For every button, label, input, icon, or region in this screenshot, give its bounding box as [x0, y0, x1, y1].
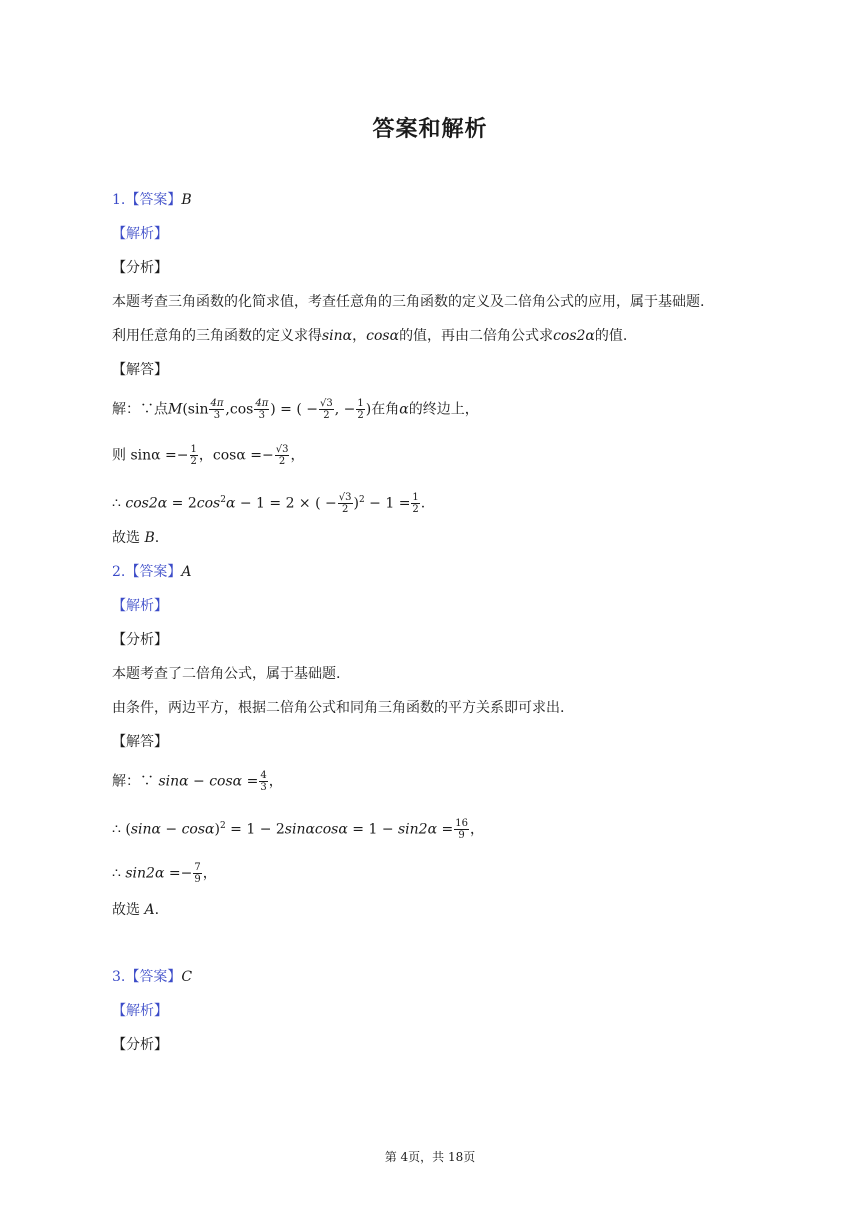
q1-choose: [112, 528, 159, 548]
q1-sol3-d: cos: [196, 495, 221, 512]
fraction-7-9: $\frac{7}{9}$: [194, 862, 201, 885]
q1-sol3-f: − 1 = 2 × ( −: [235, 495, 337, 512]
q1-sol1-sin: (sin: [182, 401, 209, 418]
q2-sol2-c: ): [214, 821, 220, 838]
q2-solution-2: [112, 816, 484, 841]
q1-analysis-2-text-g: 的值.: [594, 328, 628, 344]
q2-sol2-g: sin2α: [398, 821, 438, 838]
q1-fenxi-label: 【分析】: [112, 260, 168, 276]
q1-sol2-c: ，: [290, 447, 305, 464]
q1-sol2-a: 则 sinα =−: [112, 447, 189, 464]
q2-fenxi-label: 【分析】: [112, 632, 168, 648]
q2-sol1-c: =: [242, 773, 259, 790]
q1-sol3-sup: 2: [220, 495, 226, 505]
q1-sol1-tail: 的终边上，: [408, 401, 479, 418]
q2-choose-a: 故选: [112, 902, 145, 918]
q1-sol1-cos: ,cos: [225, 401, 254, 418]
q1-choose-b: B: [144, 530, 155, 546]
q1-sol1-end: )在角: [365, 401, 400, 418]
q1-sol1-alpha: α: [399, 401, 409, 418]
q1-sol3-c: = 2: [167, 495, 197, 512]
fraction-sqrt3-2: $\frac{√3}{2}$: [320, 398, 333, 421]
q1-solution-3: [112, 490, 425, 515]
q1-analysis-2-text-e: 的值，再由二倍角公式求: [399, 328, 554, 344]
q2-sol2-a: ∴ (: [112, 821, 131, 838]
q1-analysis-1: 本题考查三角函数的化简求值，考查任意角的三角函数的定义及二倍角公式的应用，属于基础题.: [112, 294, 705, 310]
answer-label: 【答案】: [125, 969, 182, 985]
q2-solution-1: [112, 770, 283, 793]
q2-choose-b: A: [144, 902, 155, 918]
q1-analysis-2: [112, 326, 627, 346]
q1-sol3-e: α: [225, 495, 236, 512]
page-title: 答案和解析: [372, 117, 488, 142]
q2-sol2-h: =: [437, 821, 454, 838]
q1-sol2-b: ，cosα =−: [198, 447, 274, 464]
fraction-sqrt3-2b: $\frac{√3}{2}$: [275, 444, 289, 467]
q2-sol3-d: ，: [202, 865, 217, 882]
q1-sol1-comma: , −: [334, 401, 356, 418]
q1-sol3-sup2: 2: [358, 495, 365, 505]
q1-answer-line: [112, 190, 192, 210]
q3-answer-value: C: [181, 969, 193, 985]
fraction-4-3: $\frac{4}{3}$: [260, 770, 267, 793]
q3-fenxi-label: 【分析】: [112, 1037, 168, 1053]
answer-label: 【答案】: [125, 564, 182, 580]
fraction-16-9: $\frac{16}{9}$: [455, 818, 468, 842]
q2-sol2-sup: 2: [219, 821, 226, 831]
fraction-1-2: $\frac{1}{2}$: [357, 398, 364, 421]
q2-sol2-e: sinαcosα: [284, 821, 348, 838]
q2-sol2-i: ，: [469, 821, 484, 838]
q2-analysis-2: 由条件，两边平方，根据二倍角公式和同角三角函数的平方关系即可求出.: [112, 700, 565, 716]
q2-choose: [112, 900, 159, 920]
fraction-1-2d: $\frac{1}{2}$: [412, 492, 419, 516]
q2-sol3-b: sin2α: [125, 865, 165, 882]
q1-sol3-g: ): [353, 495, 359, 512]
q1-solution-1: [112, 398, 479, 421]
q3-answer-line: [112, 967, 192, 987]
q2-sol1-a: 解：∵: [112, 773, 159, 790]
q2-sol2-b: sinα − cosα: [130, 821, 215, 838]
q2-sol2-f: = 1 −: [347, 821, 398, 838]
q1-analysis-2-comma: ，: [352, 328, 367, 344]
q1-analysis-2-text-a: 利用任意角的三角函数的定义求得: [112, 328, 322, 344]
q2-sol1-d: ，: [268, 773, 283, 790]
q2-analysis-1: 本题考查了二倍角公式，属于基础题.: [112, 666, 341, 682]
q1-analysis-2-cos: cosα: [366, 328, 400, 344]
q1-answer-value: B: [181, 192, 192, 208]
q2-sol3-c: =−: [164, 865, 193, 882]
q1-choose-a: 故选: [112, 530, 145, 546]
q1-solution-2: [112, 444, 304, 467]
fraction-4pi-3: $\frac{4\pi}{3}$: [210, 398, 224, 421]
q2-choose-c: .: [154, 902, 160, 918]
q2-sol2-d: = 1 − 2: [225, 821, 285, 838]
q1-jieda-label: 【解答】: [112, 362, 168, 378]
answer-label: 【答案】: [125, 192, 182, 208]
fraction-4pi-3b: $\frac{4\pi}{3}$: [255, 398, 269, 421]
page-footer: 第 4页，共 18页: [384, 1150, 476, 1164]
q1-sol1-mid: ) = ( −: [270, 401, 319, 418]
q2-answer-line: [112, 562, 191, 582]
q1-number: 1.: [112, 192, 126, 208]
q1-sol3-h: − 1 =: [364, 495, 411, 512]
fraction-1-2c: $\frac{1}{2}$: [190, 444, 197, 467]
q3-jiexi-label: 【解析】: [112, 1003, 168, 1019]
q2-number: 2.: [112, 564, 126, 580]
q2-sol3-a: ∴: [112, 865, 126, 882]
q1-sol1-point: M: [168, 401, 183, 418]
q1-analysis-2-sin: sinα: [322, 328, 353, 344]
q2-jieda-label: 【解答】: [112, 734, 168, 750]
q2-jiexi-label: 【解析】: [112, 598, 168, 614]
q1-analysis-2-cos2: cos2α: [553, 328, 595, 344]
q3-number: 3.: [112, 969, 126, 985]
fraction-sqrt3-2c: $\frac{√3}{2}$: [338, 492, 352, 516]
q1-jiexi-label: 【解析】: [112, 226, 168, 242]
q1-sol3-b: cos2α: [125, 495, 168, 512]
q2-sol1-b: sinα − cosα: [158, 773, 243, 790]
q2-answer-value: A: [181, 564, 192, 580]
q2-solution-3: [112, 862, 217, 885]
q1-sol3-i: .: [420, 495, 426, 512]
q1-sol1-prefix: 解：∵点: [112, 401, 168, 418]
q1-choose-c: .: [154, 530, 160, 546]
q1-sol3-a: ∴: [112, 495, 126, 512]
